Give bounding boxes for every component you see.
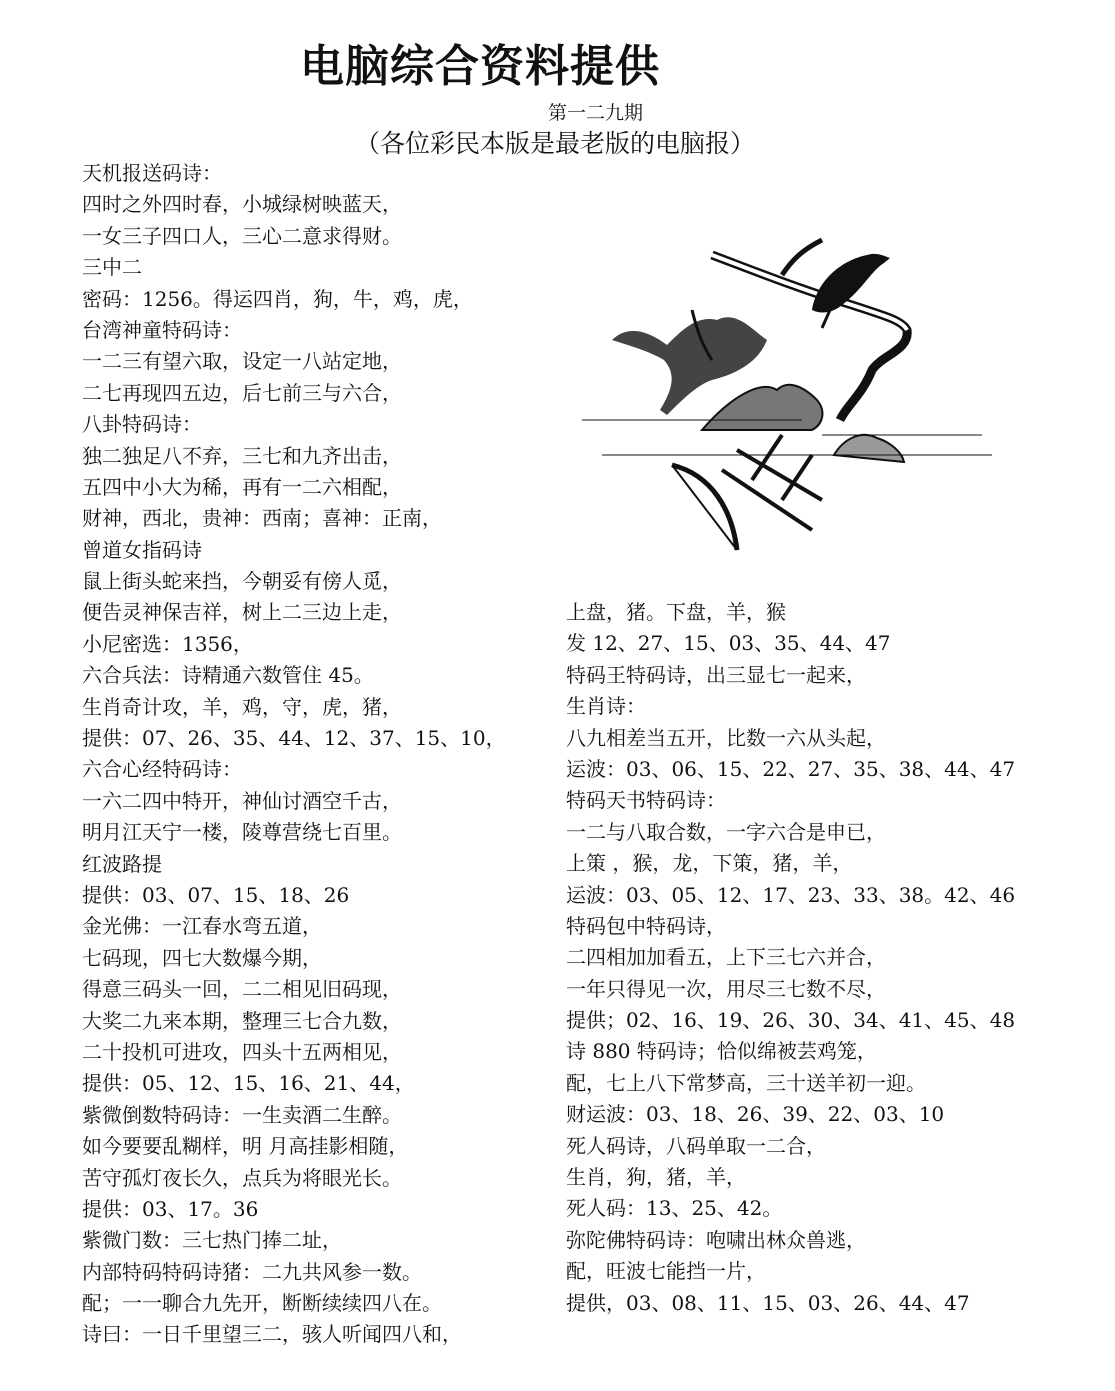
left-column-line: 二十投机可进攻，四头十五两相见， — [82, 1039, 402, 1064]
right-column-line: 二四相加加看五，上下三七六并合， — [566, 945, 886, 970]
left-column-line: 大奖二九来本期，整理三七合九数， — [82, 1008, 402, 1033]
left-column-line: 八卦特码诗： — [82, 412, 202, 437]
left-column-line: 五四中小大为稀，再有一二六相配， — [82, 474, 402, 499]
bird-illustration — [572, 180, 992, 590]
left-column-line: 小尼密选：1356， — [82, 631, 253, 656]
right-column-line: 特码天书特码诗： — [566, 788, 726, 813]
left-column-line: 苦守孤灯夜长久，点兵为将眼光长。 — [82, 1165, 402, 1190]
left-column-line: 提供：05、12、15、16、21、44， — [82, 1071, 415, 1096]
left-column-line: 七码现，四七大数爆今期， — [82, 945, 322, 970]
issue-number: 第一二九期 — [548, 102, 644, 124]
left-column-line: 明月江天宁一楼，陵尊营绕七百里。 — [82, 820, 402, 845]
right-column-line: 死人码诗，八码单取一二合， — [566, 1133, 826, 1158]
left-column-line: 一女三子四口人，三心二意求得财。 — [82, 223, 402, 248]
right-column-line: 运波：03、06、15、22、27、35、38、44、47 — [566, 756, 1016, 781]
left-column-line: 诗曰：一日千里望三二，骇人听闻四八和， — [82, 1322, 462, 1347]
right-column-line: 配，旺波七能挡一片， — [566, 1259, 766, 1284]
page-title: 电脑综合资料提供 — [300, 41, 660, 92]
right-column-line: 死人码：13、25、42。 — [566, 1196, 783, 1221]
left-column — [82, 158, 506, 1351]
left-column-line: 独二独足八不弃，三七和九齐出击， — [82, 443, 402, 468]
left-column-line: 提供：07、26、35、44、12、37、15、10， — [82, 726, 506, 751]
right-column-line: 诗 880 特码诗；恰似绵被芸鸡笼， — [566, 1039, 877, 1064]
right-column-line: 提供；02、16、19、26、30、34、41、45、48 — [566, 1008, 1016, 1033]
left-column-line: 鼠上街头蛇来挡，今朝妥有傍人觅， — [82, 569, 402, 594]
right-column-line: 特码王特码诗，出三显七一起来， — [566, 662, 866, 687]
left-column-line: 紫微倒数特码诗：一生卖酒二生醉。 — [82, 1102, 402, 1127]
right-column-line: 上策 ，猴，龙，下策，猪，羊， — [566, 851, 853, 876]
right-column-line: 提供，03、08、11、15、03、26、44、47 — [566, 1290, 970, 1315]
left-column-line: 内部特码特码诗猪：二九共风参一数。 — [82, 1259, 422, 1284]
left-column-line: 四时之外四时春，小城绿树映蓝天， — [82, 192, 402, 217]
right-column-line: 一年只得见一次，用尽三七数不尽， — [566, 976, 886, 1001]
right-column-line: 特码包中特码诗， — [566, 913, 726, 938]
left-column-line: 提供：03、07、15、18、26 — [82, 882, 350, 907]
right-column-line: 财运波：03、18、26、39、22、03、10 — [566, 1102, 945, 1127]
left-column-line: 配；一一聊合九先开，断断续续四八在。 — [82, 1291, 442, 1316]
left-column-line: 金光佛：一江春水弯五道， — [82, 914, 322, 939]
right-column-line: 生肖，狗，猪，羊， — [566, 1165, 746, 1190]
right-column-line: 生肖诗： — [566, 694, 646, 719]
left-column-line: 财神，西北，贵神：西南；喜神：正南， — [82, 506, 442, 531]
left-column-line: 生肖奇计攻，羊，鸡，守，虎，猪， — [82, 694, 402, 719]
left-column-line: 提供：03、17。36 — [82, 1196, 259, 1221]
left-column-line: 曾道女指码诗 — [82, 537, 202, 562]
left-column-line: 便告灵神保吉祥，树上二三边上走， — [82, 600, 402, 625]
right-column-line: 运波：03、05、12、17、23、33、38。42、46 — [566, 882, 1016, 907]
left-column-line: 红波路提 — [82, 851, 162, 876]
right-column-line: 上盘，猪。下盘，羊，猴 — [566, 600, 786, 624]
left-column-line: 六合兵法：诗精通六数管住 45。 — [82, 663, 374, 688]
right-column-line: 八九相差当五开，比数一六从头起， — [566, 725, 886, 750]
left-column-line: 一二三有望六取，设定一八站定地， — [82, 349, 402, 374]
left-column-line: 如今要要乱糊样，明 月高挂影相随， — [82, 1134, 409, 1159]
left-column-line: 密码：1256。得运四肖，狗，牛，鸡，虎， — [82, 286, 473, 311]
left-column-line: 得意三码头一回，二二相见旧码现， — [82, 977, 402, 1002]
left-column-line: 紫微门数：三七热门捧二址， — [82, 1228, 342, 1253]
subtitle: （各位彩民本版是最老版的电脑报） — [355, 129, 756, 158]
left-column-line: 三中二 — [82, 255, 142, 280]
right-column-line: 发 12、27、15、03、35、44、47 — [566, 631, 891, 656]
right-column-line: 一二与八取合数，一字六合是申已， — [566, 819, 886, 844]
left-column-line: 天机报送码诗： — [82, 161, 222, 185]
left-column-line: 台湾神童特码诗： — [82, 317, 242, 342]
left-column-line: 六合心经特码诗： — [82, 757, 242, 782]
left-column-line: 一六二四中特开，神仙讨酒空千古， — [82, 788, 402, 813]
right-column — [566, 597, 1015, 1319]
left-column-line: 二七再现四五边，后七前三与六合， — [82, 380, 402, 405]
right-column-line: 弥陀佛特码诗：咆啸出林众兽逃， — [566, 1227, 866, 1252]
right-column-line: 配，七上八下常梦高，三十送羊初一迎。 — [566, 1070, 926, 1095]
